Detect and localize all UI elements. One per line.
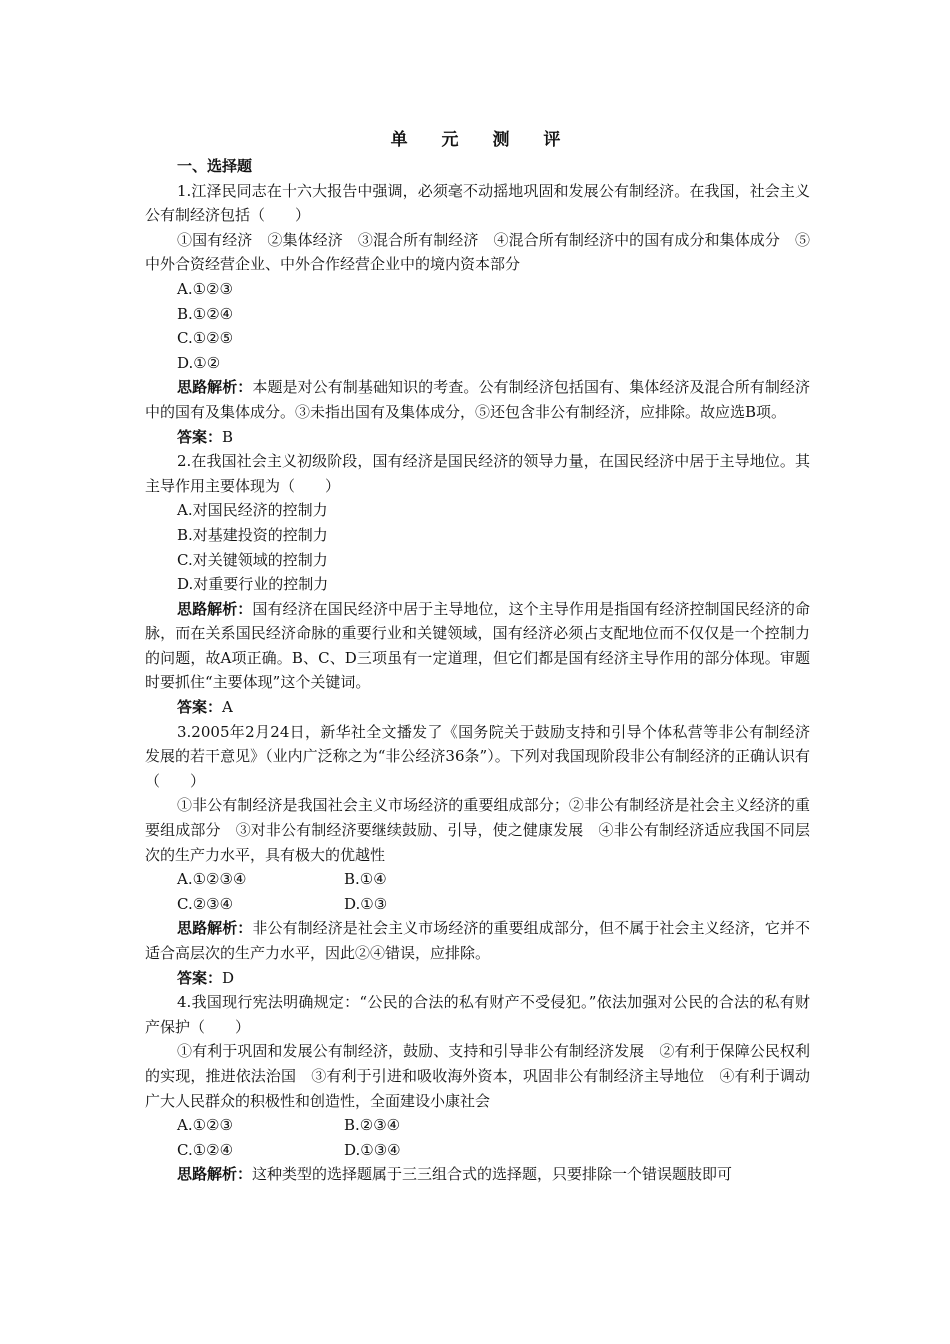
q4-options-row-1 (145, 1113, 810, 1138)
page-title: 单 元 测 评 (390, 130, 575, 150)
q1-option-b: B.①②④ (177, 304, 234, 323)
analysis-label: 思路解析： (177, 1165, 253, 1184)
analysis-text: 本题是对公有制基础知识的考查。公有制经济包括国有、集体经济及混合所有制经济中的国有及集体成分。③未指出国有及集体成分，⑤还包含非公有制经济，应排除。故应选B项。 (145, 378, 810, 421)
q3-analysis (145, 916, 810, 965)
q3-option-a: A.①②③④ (177, 870, 247, 889)
q1-option-d: D.①② (177, 353, 221, 372)
q1-option-c: C.①②⑤ (177, 329, 234, 348)
q2-option-a: A.对国民经济的控制力 (177, 501, 328, 520)
analysis-text: 非公有制经济是社会主义市场经济的重要组成部分，但不属于社会主义经济，它并不适合高层次的生产力水平，因此②④错误，应排除。 (145, 919, 810, 962)
q4-option-b: B.②③④ (344, 1116, 401, 1135)
analysis-text: 国有经济在国民经济中居于主导地位，这个主导作用是指国有经济控制国民经济的命脉，而在关系国民经济命脉的重要行业和关键领域，国有经济必须占支配地位而不仅仅是一个控制力的问题，故A项正确。B、C、D三项虽有一定道理，但它们都是国有经济主导作用的部分体现。审题时要抓住“主要体现”这个关键词。 (145, 599, 810, 692)
analysis-label: 思路解析： (177, 599, 253, 618)
q1-answer (145, 425, 810, 450)
q4-option-d: D.①③④ (344, 1140, 401, 1159)
q3-stem: 3.2005年2月24日，新华社全文播发了《国务院关于鼓励支持和引导个体私营等非公有制经济发展的若干意见》（业内广泛称之为“非公经济36条”）。下列对我国现阶段非公有制经济的正确认识有（ ） (145, 722, 810, 790)
q2-answer (145, 695, 810, 720)
answer-value: B (222, 427, 234, 446)
analysis-label: 思路解析： (177, 919, 253, 938)
q3-option-c: C.②③④ (177, 894, 234, 913)
q4-analysis (145, 1162, 810, 1187)
q1-stem: 1.江泽民同志在十六大报告中强调，必须毫不动摇地巩固和发展公有制经济。在我国，社会主义公有制经济包括（ ） (145, 181, 810, 225)
q4-stem: 4.我国现行宪法明确规定：“公民的合法的私有财产不受侵犯。”依法加强对公民的合法的私有财产保护（ ） (145, 993, 810, 1036)
section-heading: 一、选择题 (177, 157, 253, 175)
q2-option-c: C.对关键领域的控制力 (177, 550, 328, 569)
analysis-label: 思路解析： (177, 378, 253, 397)
q2-option-d: D.对重要行业的控制力 (177, 575, 329, 594)
answer-value: D (222, 968, 235, 987)
document-page (145, 126, 810, 1187)
q4-items: ①有利于巩固和发展公有制经济，鼓励、支持和引导非公有制经济发展 ②有利于保障公民权利的实现，推进依法治国 ③有利于引进和吸收海外资本，巩固非公有制经济主导地位 ④有利于调动广大人民群众的积极性和创造性，全面建设小康社会 (145, 1042, 810, 1110)
q2-option-b: B.对基建投资的控制力 (177, 525, 328, 544)
analysis-text: 这种类型的选择题属于三三组合式的选择题，只要排除一个错误题肢即可 (252, 1165, 733, 1184)
q3-options-row-2 (145, 892, 810, 917)
answer-label: 答案： (177, 698, 223, 717)
q3-option-b: B.①④ (344, 870, 387, 889)
q1-analysis (145, 375, 810, 424)
answer-label: 答案： (177, 427, 223, 446)
q3-options-row-1 (145, 867, 810, 892)
q3-answer (145, 966, 810, 991)
q3-items: ①非公有制经济是我国社会主义市场经济的重要组成部分；②非公有制经济是社会主义经济的重要组成部分 ③对非公有制经济要继续鼓励、引导，使之健康发展 ④非公有制经济适应我国不同层次的生产力水平，具有极大的优越性 (145, 796, 810, 864)
q4-options-row-2 (145, 1138, 810, 1163)
q4-option-a: A.①②③ (177, 1116, 233, 1135)
answer-label: 答案： (177, 968, 223, 987)
q2-analysis (145, 597, 810, 695)
q1-option-a: A.①②③ (177, 279, 233, 298)
q1-items: ①国有经济 ②集体经济 ③混合所有制经济 ④混合所有制经济中的国有成分和集体成分 ⑤中外合资经营企业、中外合作经营企业中的境内资本部分 (145, 230, 810, 274)
q3-option-d: D.①③ (344, 894, 388, 913)
q2-stem: 2.在我国社会主义初级阶段，国有经济是国民经济的领导力量，在国民经济中居于主导地位。其主导作用主要体现为（ ） (145, 452, 810, 495)
q4-option-c: C.①②④ (177, 1140, 234, 1159)
answer-value: A (222, 698, 233, 717)
